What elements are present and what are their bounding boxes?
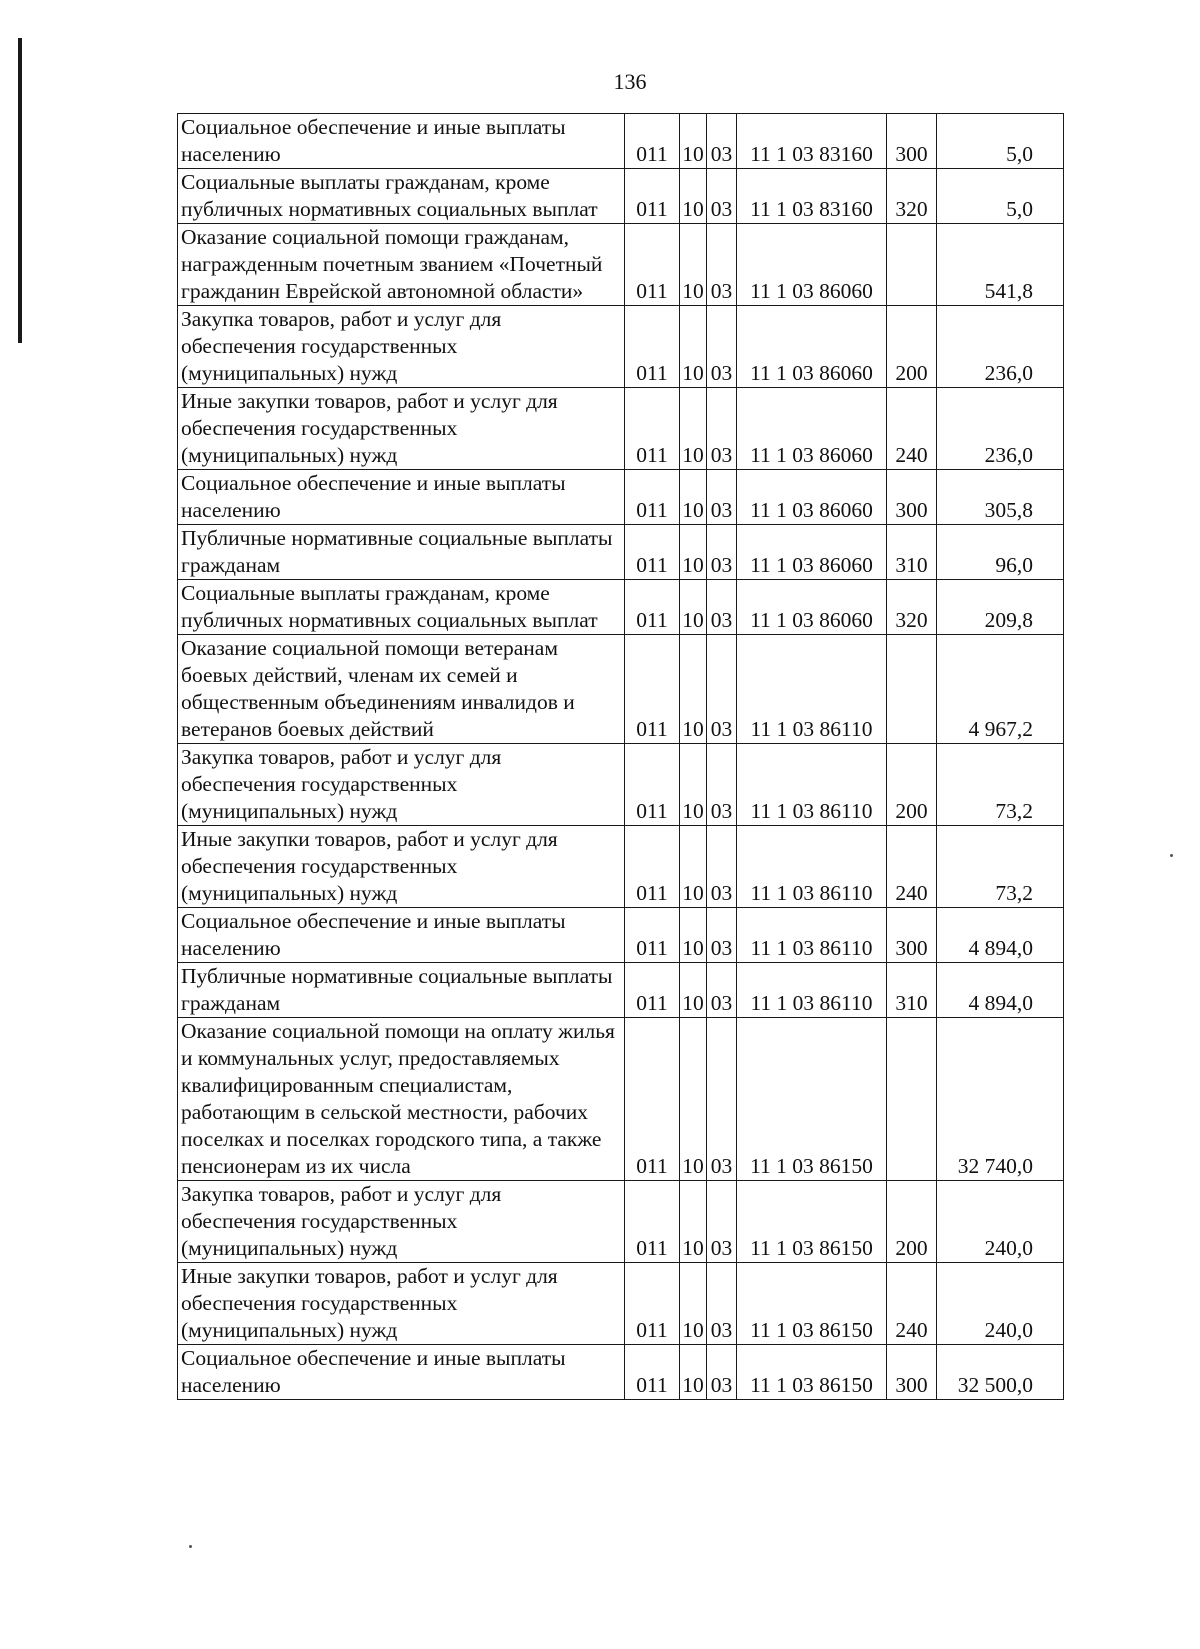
subsection-code-cell: 03 (707, 635, 737, 744)
section-code-cell: 10 (680, 963, 707, 1018)
expense-type-cell: 310 (887, 963, 937, 1018)
amount-cell: 236,0 (937, 388, 1064, 470)
expense-type-cell: 320 (887, 580, 937, 635)
expense-type-cell (887, 635, 937, 744)
expense-type-cell (887, 1018, 937, 1181)
target-article-cell: 11 1 03 86150 (737, 1263, 887, 1345)
amount-cell: 240,0 (937, 1263, 1064, 1345)
table-row (178, 1345, 1064, 1400)
amount-cell: 73,2 (937, 744, 1064, 826)
section-code-cell: 10 (680, 580, 707, 635)
target-article-cell: 11 1 03 86060 (737, 525, 887, 580)
target-article-cell: 11 1 03 86110 (737, 744, 887, 826)
subsection-code-cell: 03 (707, 1018, 737, 1181)
row-name-cell: Оказание социальной помощи на оплату жилья и коммунальных услуг, предоставляемых квалифицированным специалистам, работающим в сельской местности, рабочих поселках и поселках городского типа, а также пенсионерам из их числа (178, 1018, 625, 1181)
expense-type-cell: 200 (887, 1181, 937, 1263)
table-row (178, 908, 1064, 963)
table-row (178, 114, 1064, 169)
target-article-cell: 11 1 03 86110 (737, 826, 887, 908)
amount-cell: 4 967,2 (937, 635, 1064, 744)
subsection-code-cell: 03 (707, 826, 737, 908)
ministry-code-cell: 011 (625, 580, 680, 635)
row-name-cell: Оказание социальной помощи гражданам, награжденным почетным званием «Почетный гражданин Еврейской автономной области» (178, 224, 625, 306)
table-row (178, 580, 1064, 635)
section-code-cell: 10 (680, 635, 707, 744)
section-code-cell: 10 (680, 908, 707, 963)
amount-cell: 5,0 (937, 114, 1064, 169)
expense-type-cell: 240 (887, 1263, 937, 1345)
expense-type-cell: 300 (887, 470, 937, 525)
amount-cell: 32 740,0 (937, 1018, 1064, 1181)
subsection-code-cell: 03 (707, 1345, 737, 1400)
amount-cell: 305,8 (937, 470, 1064, 525)
scan-speck (1170, 854, 1173, 857)
amount-cell: 209,8 (937, 580, 1064, 635)
table-row (178, 1263, 1064, 1345)
table-row (178, 525, 1064, 580)
ministry-code-cell: 011 (625, 744, 680, 826)
row-name-cell: Публичные нормативные социальные выплаты гражданам (178, 525, 625, 580)
target-article-cell: 11 1 03 86150 (737, 1018, 887, 1181)
table-row (178, 963, 1064, 1018)
expense-type-cell: 300 (887, 1345, 937, 1400)
target-article-cell: 11 1 03 83160 (737, 169, 887, 224)
target-article-cell: 11 1 03 86060 (737, 470, 887, 525)
section-code-cell: 10 (680, 744, 707, 826)
table-row (178, 169, 1064, 224)
page-number: 136 (613, 69, 647, 94)
ministry-code-cell: 011 (625, 169, 680, 224)
subsection-code-cell: 03 (707, 169, 737, 224)
row-name-cell: Публичные нормативные социальные выплаты гражданам (178, 963, 625, 1018)
target-article-cell: 11 1 03 83160 (737, 114, 887, 169)
row-name-cell: Оказание социальной помощи ветеранам боевых действий, членам их семей и общественным объединениям инвалидов и ветеранов боевых действий (178, 635, 625, 744)
row-name-cell: Иные закупки товаров, работ и услуг для обеспечения государственных (муниципальных) нужд (178, 826, 625, 908)
subsection-code-cell: 03 (707, 908, 737, 963)
table-row (178, 635, 1064, 744)
subsection-code-cell: 03 (707, 525, 737, 580)
subsection-code-cell: 03 (707, 1263, 737, 1345)
subsection-code-cell: 03 (707, 306, 737, 388)
amount-cell: 4 894,0 (937, 908, 1064, 963)
amount-cell: 32 500,0 (937, 1345, 1064, 1400)
target-article-cell: 11 1 03 86110 (737, 635, 887, 744)
ministry-code-cell: 011 (625, 1345, 680, 1400)
ministry-code-cell: 011 (625, 470, 680, 525)
ministry-code-cell: 011 (625, 1018, 680, 1181)
row-name-cell: Социальное обеспечение и иные выплаты населению (178, 1345, 625, 1400)
ministry-code-cell: 011 (625, 635, 680, 744)
table-row (178, 826, 1064, 908)
ministry-code-cell: 011 (625, 525, 680, 580)
budget-table (177, 113, 1064, 1400)
section-code-cell: 10 (680, 1181, 707, 1263)
section-code-cell: 10 (680, 306, 707, 388)
subsection-code-cell: 03 (707, 1181, 737, 1263)
section-code-cell: 10 (680, 1345, 707, 1400)
section-code-cell: 10 (680, 1263, 707, 1345)
expense-type-cell: 200 (887, 744, 937, 826)
row-name-cell: Социальные выплаты гражданам, кроме публичных нормативных социальных выплат (178, 580, 625, 635)
amount-cell: 73,2 (937, 826, 1064, 908)
subsection-code-cell: 03 (707, 580, 737, 635)
row-name-cell: Социальное обеспечение и иные выплаты населению (178, 114, 625, 169)
ministry-code-cell: 011 (625, 224, 680, 306)
expense-type-cell: 240 (887, 826, 937, 908)
ministry-code-cell: 011 (625, 306, 680, 388)
section-code-cell: 10 (680, 826, 707, 908)
subsection-code-cell: 03 (707, 388, 737, 470)
section-code-cell: 10 (680, 388, 707, 470)
expense-type-cell: 310 (887, 525, 937, 580)
ministry-code-cell: 011 (625, 1263, 680, 1345)
expense-type-cell: 200 (887, 306, 937, 388)
target-article-cell: 11 1 03 86060 (737, 580, 887, 635)
amount-cell: 236,0 (937, 306, 1064, 388)
section-code-cell: 10 (680, 114, 707, 169)
ministry-code-cell: 011 (625, 114, 680, 169)
ministry-code-cell: 011 (625, 908, 680, 963)
subsection-code-cell: 03 (707, 224, 737, 306)
subsection-code-cell: 03 (707, 470, 737, 525)
target-article-cell: 11 1 03 86110 (737, 908, 887, 963)
row-name-cell: Социальное обеспечение и иные выплаты населению (178, 470, 625, 525)
table-row (178, 306, 1064, 388)
target-article-cell: 11 1 03 86060 (737, 306, 887, 388)
target-article-cell: 11 1 03 86150 (737, 1181, 887, 1263)
subsection-code-cell: 03 (707, 114, 737, 169)
amount-cell: 96,0 (937, 525, 1064, 580)
expense-type-cell: 320 (887, 169, 937, 224)
ministry-code-cell: 011 (625, 963, 680, 1018)
section-code-cell: 10 (680, 525, 707, 580)
table-row (178, 744, 1064, 826)
table-row (178, 388, 1064, 470)
ministry-code-cell: 011 (625, 388, 680, 470)
table-row (178, 224, 1064, 306)
expense-type-cell: 300 (887, 908, 937, 963)
row-name-cell: Иные закупки товаров, работ и услуг для обеспечения государственных (муниципальных) нужд (178, 1263, 625, 1345)
row-name-cell: Иные закупки товаров, работ и услуг для обеспечения государственных (муниципальных) нужд (178, 388, 625, 470)
target-article-cell: 11 1 03 86060 (737, 224, 887, 306)
amount-cell: 240,0 (937, 1181, 1064, 1263)
ministry-code-cell: 011 (625, 826, 680, 908)
expense-type-cell: 240 (887, 388, 937, 470)
amount-cell: 4 894,0 (937, 963, 1064, 1018)
row-name-cell: Закупка товаров, работ и услуг для обеспечения государственных (муниципальных) нужд (178, 744, 625, 826)
expense-type-cell (887, 224, 937, 306)
target-article-cell: 11 1 03 86060 (737, 388, 887, 470)
row-name-cell: Закупка товаров, работ и услуг для обеспечения государственных (муниципальных) нужд (178, 1181, 625, 1263)
target-article-cell: 11 1 03 86110 (737, 963, 887, 1018)
row-name-cell: Социальные выплаты гражданам, кроме публичных нормативных социальных выплат (178, 169, 625, 224)
budget-table-body (178, 114, 1064, 1400)
table-row (178, 1018, 1064, 1181)
expense-type-cell: 300 (887, 114, 937, 169)
ministry-code-cell: 011 (625, 1181, 680, 1263)
subsection-code-cell: 03 (707, 963, 737, 1018)
target-article-cell: 11 1 03 86150 (737, 1345, 887, 1400)
row-name-cell: Социальное обеспечение и иные выплаты населению (178, 908, 625, 963)
section-code-cell: 10 (680, 1018, 707, 1181)
section-code-cell: 10 (680, 470, 707, 525)
amount-cell: 541,8 (937, 224, 1064, 306)
amount-cell: 5,0 (937, 169, 1064, 224)
row-name-cell: Закупка товаров, работ и услуг для обеспечения государственных (муниципальных) нужд (178, 306, 625, 388)
table-row (178, 470, 1064, 525)
section-code-cell: 10 (680, 224, 707, 306)
section-code-cell: 10 (680, 169, 707, 224)
subsection-code-cell: 03 (707, 744, 737, 826)
margin-binding-line (18, 38, 22, 343)
table-row (178, 1181, 1064, 1263)
scan-speck (189, 1545, 192, 1548)
